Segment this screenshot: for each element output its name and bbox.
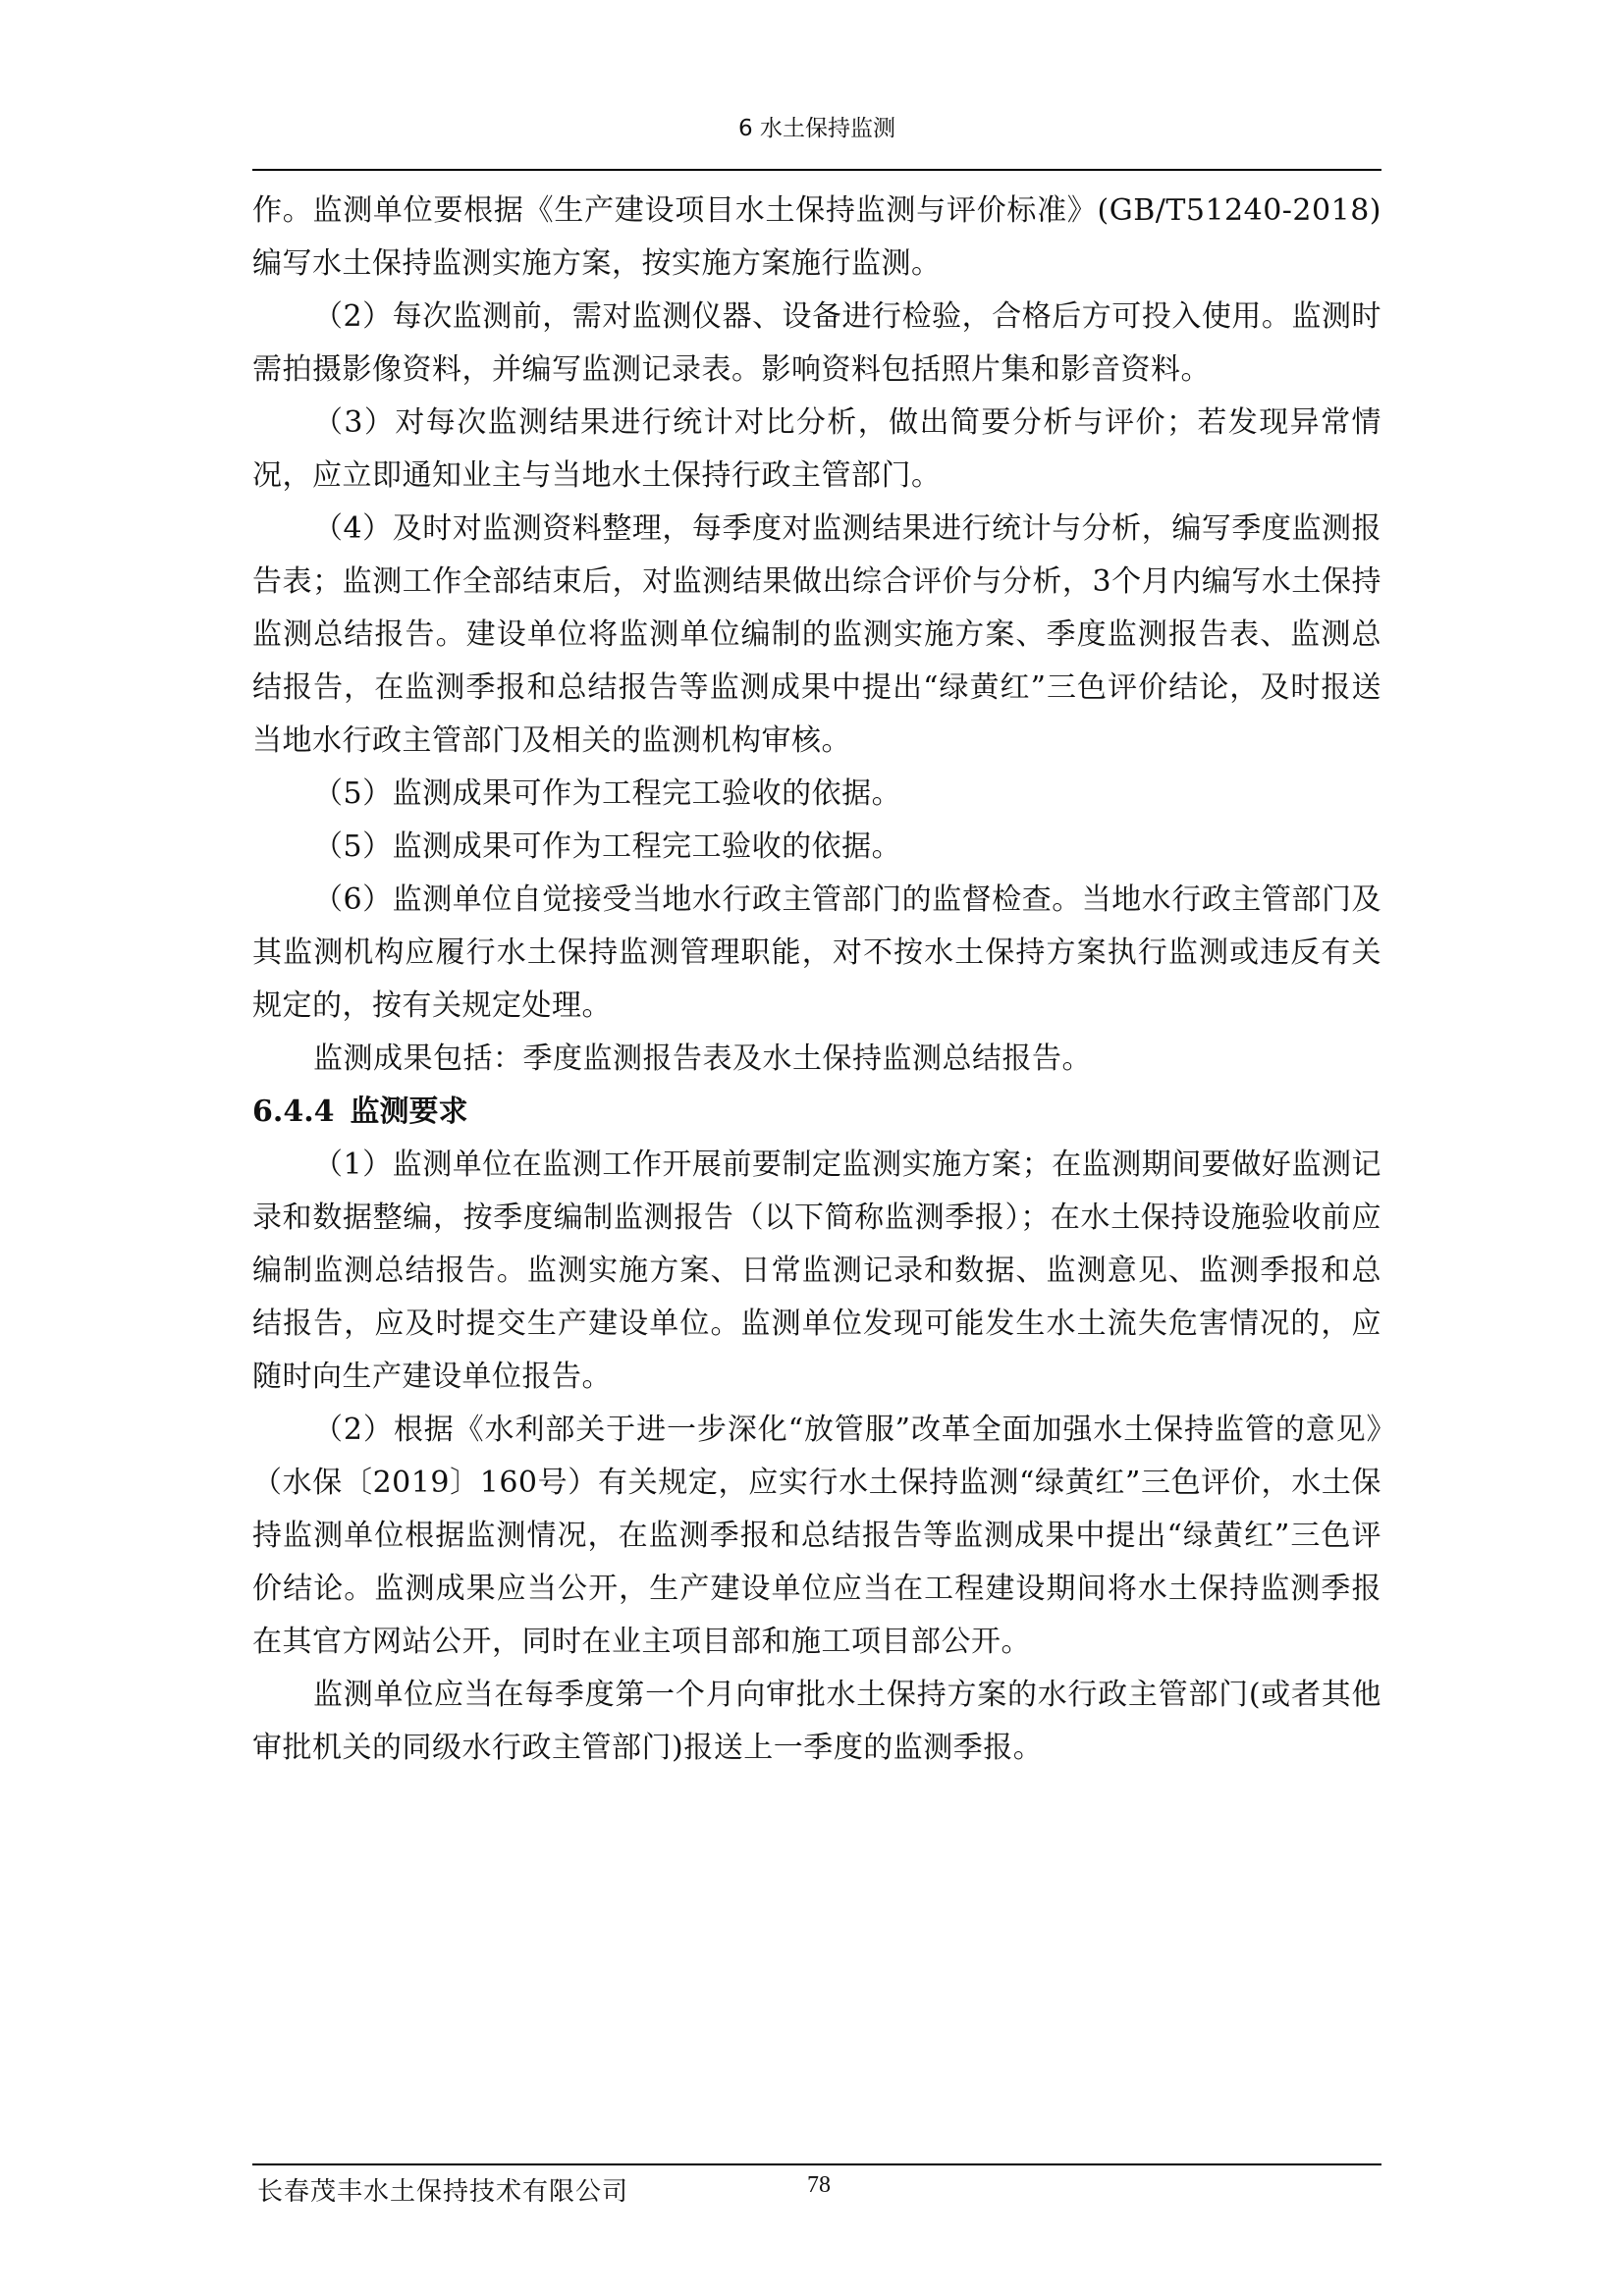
paragraph-continuation: 作。监测单位要根据《生产建设项目水土保持监测与评价标准》(GB/T51240-2018)编写水土保持监测实施方案，按实施方案施行监测。 [252, 193, 1381, 281]
footer-divider [252, 2163, 1381, 2165]
section-heading [252, 1086, 1381, 1139]
page-header-title: 6 水土保持监测 [738, 116, 895, 141]
paragraph-item-5-repeat: （5）监测成果可作为工程完工验收的依据。 [313, 829, 902, 864]
requirement-item-2: （2）根据《水利部关于进一步深化“放管服”改革全面加强水土保持监管的意见》（水保〔2019〕160号）有关规定，应实行水土保持监测“绿黄红”三色评价，水土保持监测单位根据监测情况，在监测季报和总结报告等监测成果中提出“绿黄红”三色评价结论。监测成果应当公开，生产建设单位应当在工程建设期间将水土保持监测季报在其官方网站公开，同时在业主项目部和施工项目部公开。 [252, 1413, 1381, 1659]
paragraph-item-3: （3）对每次监测结果进行统计对比分析，做出简要分析与评价；若发现异常情况，应立即通知业主与当地水土保持行政主管部门。 [252, 405, 1381, 493]
paragraph-item-6: （6）监测单位自觉接受当地水行政主管部门的监督检查。当地水行政主管部门及其监测机构应履行水土保持监测管理职能，对不按水土保持方案执行监测或违反有关规定的，按有关规定处理。 [252, 882, 1381, 1023]
paragraph-item-4: （4）及时对监测资料整理，每季度对监测结果进行统计与分析，编写季度监测报告表；监测工作全部结束后，对监测结果做出综合评价与分析，3个月内编写水土保持监测总结报告。建设单位将监测单位编制的监测实施方案、季度监测报告表、监测总结报告，在监测季报和总结报告等监测成果中提出“绿黄红”三色评价结论，及时报送当地水行政主管部门及相关的监测机构审核。 [252, 511, 1381, 758]
header-divider [252, 169, 1381, 171]
paragraph-item-5: （5）监测成果可作为工程完工验收的依据。 [313, 776, 902, 811]
requirement-item-1: （1）监测单位在监测工作开展前要制定监测实施方案；在监测期间要做好监测记录和数据整编，按季度编制监测报告（以下简称监测季报）；在水土保持设施验收前应编制监测总结报告。监测实施方案、日常监测记录和数据、监测意见、监测季报和总结报告，应及时提交生产建设单位。监测单位发现可能发生水土流失危害情况的，应随时向生产建设单位报告。 [252, 1148, 1381, 1394]
requirement-quarterly-report: 监测单位应当在每季度第一个月向审批水土保持方案的水行政主管部门(或者其他审批机关的同级水行政主管部门)报送上一季度的监测季报。 [252, 1678, 1381, 1765]
footer-company-name: 长春茂丰水土保持技术有限公司 [257, 2177, 629, 2207]
section-title: 监测要求 [350, 1095, 468, 1129]
paragraph-item-2: （2）每次监测前，需对监测仪器、设备进行检验，合格后方可投入使用。监测时需拍摄影像资料，并编写监测记录表。影响资料包括照片集和影音资料。 [252, 299, 1381, 387]
page-content [252, 185, 1381, 1775]
section-number: 6.4.4 [252, 1095, 335, 1129]
page-number: 78 [807, 2172, 831, 2198]
paragraph-results-summary: 监测成果包括：季度监测报告表及水土保持监测总结报告。 [313, 1041, 1092, 1076]
